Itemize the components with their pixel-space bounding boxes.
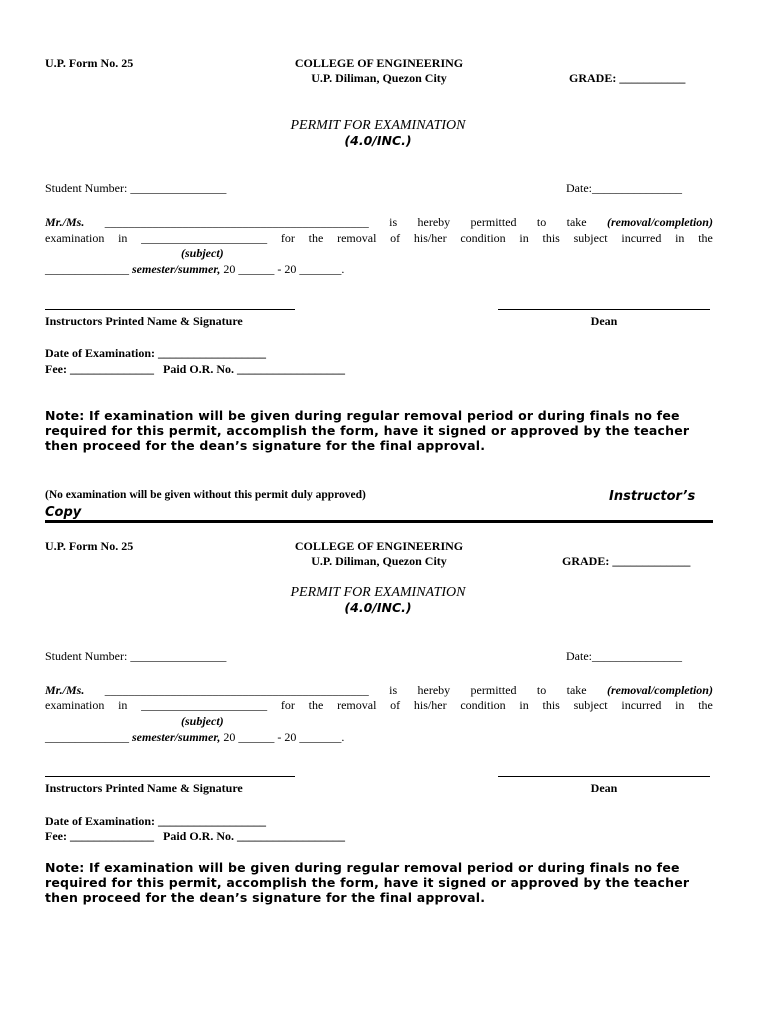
no-exam-warning: (No examination will be given without this permit duly approved)	[45, 489, 366, 501]
fee-line	[45, 830, 345, 842]
permit-line-1: Mr./Ms. ____________________________________________ is hereby permitted to take (removal/completion)	[45, 215, 713, 229]
or-number-field[interactable]: Paid O.R. No. __________________	[162, 829, 345, 843]
college-location: U.P. Diliman, Quezon City	[311, 554, 447, 568]
page-title: PERMIT FOR EXAMINATION	[290, 118, 466, 133]
page-subtitle: (4.0/INC.)	[344, 133, 412, 148]
subject-field[interactable]: _____________________	[141, 698, 268, 712]
year-field[interactable]: 20 ______ - 20 _______.	[223, 262, 345, 276]
permit-line-1: Mr./Ms. ____________________________________________ is hereby permitted to take (removal/completion)	[45, 683, 713, 697]
fee-field[interactable]: Fee: ______________	[45, 362, 154, 376]
college-name: COLLEGE OF ENGINEERING	[294, 539, 464, 553]
student-name-field[interactable]: ____________________________________________	[104, 683, 369, 697]
instructor-signature-label: Instructors Printed Name & Signature	[45, 781, 243, 795]
semester-line: ______________ semester/summer, 20 ______ - 20 _______.	[45, 262, 345, 276]
date-field[interactable]: Date:_______________	[566, 181, 682, 195]
fee-field[interactable]: Fee: ______________	[45, 829, 154, 843]
semester-field[interactable]: ______________	[45, 262, 129, 276]
exam-date-field[interactable]: Date of Examination: __________________	[45, 346, 266, 360]
page-title: PERMIT FOR EXAMINATION	[290, 585, 466, 600]
removal-completion-option[interactable]: (removal/completion)	[606, 683, 713, 697]
subject-label: (subject)	[181, 714, 224, 728]
semester-field[interactable]: ______________	[45, 730, 129, 744]
year-field[interactable]: 20 ______ - 20 _______.	[223, 730, 345, 744]
instructor-signature-line[interactable]	[45, 776, 295, 777]
mr-ms-label: Mr./Ms.	[45, 683, 85, 697]
college-name: COLLEGE OF ENGINEERING	[294, 56, 464, 70]
separator-rule	[45, 520, 713, 523]
instructor-signature-label: Instructors Printed Name & Signature	[45, 314, 243, 328]
page-subtitle: (4.0/INC.)	[344, 600, 412, 615]
date-field[interactable]: Date:_______________	[566, 649, 682, 663]
permit-line-2: examination in _____________________ for the removal of his/her condition in this subject incurred in the	[45, 231, 713, 245]
permit-line-2: examination in _____________________ for the removal of his/her condition in this subject incurred in the	[45, 698, 713, 712]
subject-label: (subject)	[181, 246, 224, 260]
mr-ms-label: Mr./Ms.	[45, 215, 85, 229]
grade-field[interactable]: GRADE: ___________	[569, 71, 686, 85]
form-number: U.P. Form No. 25	[45, 539, 134, 553]
note-text: Note: If examination will be given during regular removal period or during finals no fee required for this permit, accomplish the form, have it signed or approved by the teacher then proceed for the dean’s signature for the final approval.	[45, 860, 690, 905]
form-number: U.P. Form No. 25	[45, 56, 134, 70]
removal-completion-option[interactable]: (removal/completion)	[606, 215, 713, 229]
instructor-signature-line[interactable]	[45, 309, 295, 310]
dean-signature-line[interactable]	[498, 309, 710, 310]
semester-line: ______________ semester/summer, 20 ______ - 20 _______.	[45, 730, 345, 744]
or-number-field[interactable]: Paid O.R. No. __________________	[162, 362, 345, 376]
subject-field[interactable]: _____________________	[141, 231, 268, 245]
grade-field[interactable]: GRADE: _____________	[562, 554, 691, 568]
student-name-field[interactable]: ____________________________________________	[104, 215, 369, 229]
exam-date-field[interactable]: Date of Examination: __________________	[45, 814, 266, 828]
college-location: U.P. Diliman, Quezon City	[311, 71, 447, 85]
dean-label: Dean	[590, 314, 618, 328]
dean-signature-line[interactable]	[498, 776, 710, 777]
fee-line	[45, 363, 345, 375]
instructors-copy-label: Instructor’s Copy	[45, 489, 696, 520]
student-number-field[interactable]: Student Number: ________________	[45, 649, 227, 663]
student-number-field[interactable]: Student Number: ________________	[45, 181, 227, 195]
dean-label: Dean	[590, 781, 618, 795]
note-text: Note: If examination will be given during regular removal period or during finals no fee required for this permit, accomplish the form, have it signed or approved by the teacher then proceed for the dean’s signature for the final approval.	[45, 408, 690, 453]
